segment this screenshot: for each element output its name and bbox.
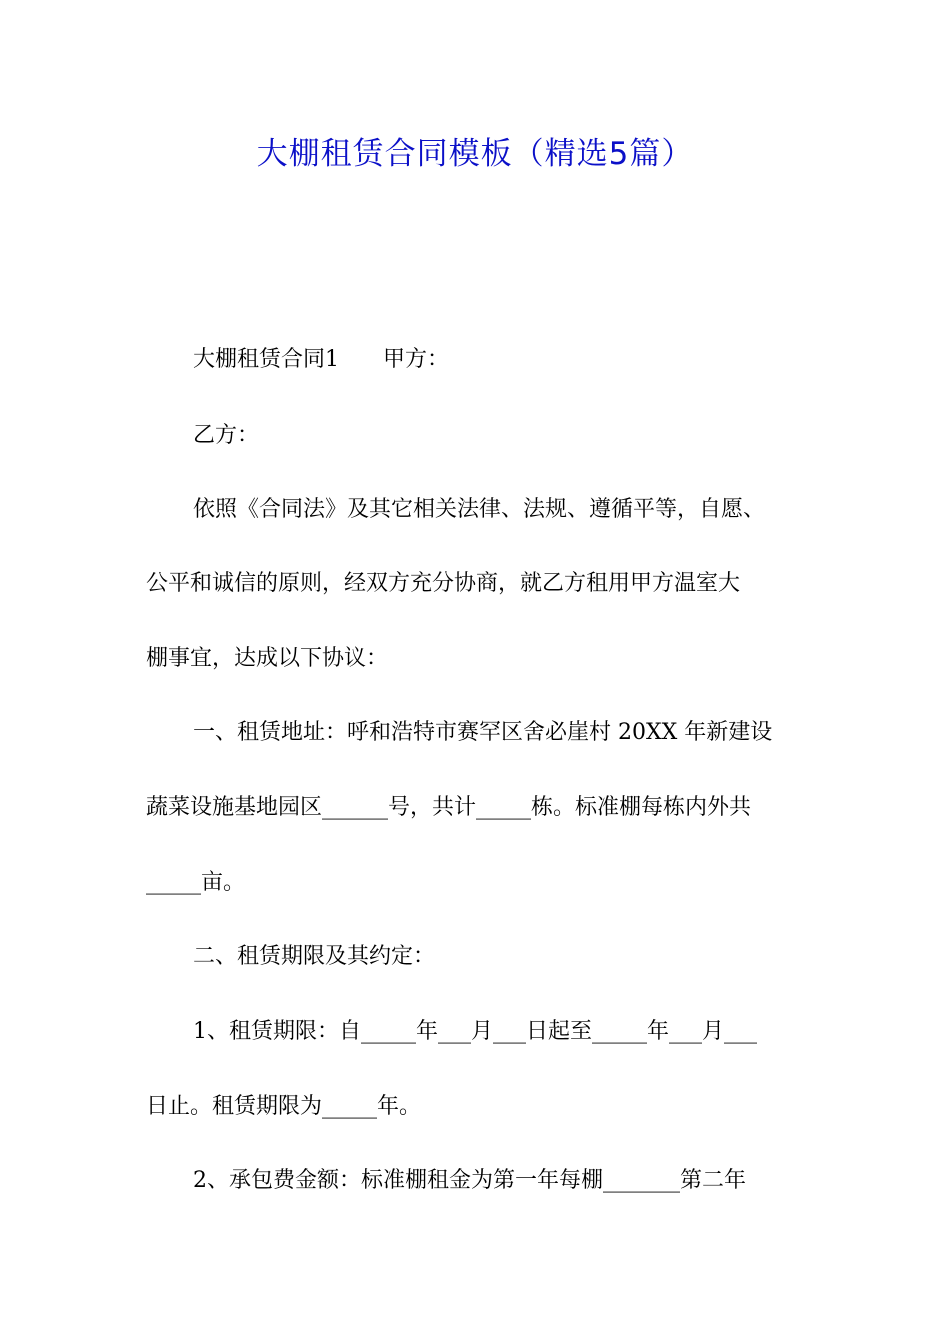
rent-amount-line: 2、承包费金额：标准棚租金为第一年每棚_______第二年 — [193, 1168, 746, 1193]
paragraph-line: 日止。租赁期限为_____年。 — [146, 1094, 422, 1119]
document-title: 大棚租赁合同模板（精选5篇） — [256, 136, 694, 172]
clause-two-line: 二、租赁期限及其约定： — [193, 944, 436, 969]
party-b-line: 乙方： — [193, 423, 260, 448]
lease-term-line: 1、租赁期限：自_____年___月___日起至_____年___月___ — [193, 1019, 757, 1044]
paragraph-line: 公平和诚信的原则，经双方充分协商，就乙方租用甲方温室大 — [146, 571, 741, 596]
paragraph-line: 蔬菜设施基地园区______号，共计_____栋。标准棚每栋内外共 — [146, 795, 752, 820]
paragraph-line: _____亩。 — [146, 870, 246, 895]
contract-heading-line: 大棚租赁合同1 甲方： — [193, 347, 449, 372]
paragraph-line: 依照《合同法》及其它相关法律、法规、遵循平等，自愿、 — [193, 497, 766, 522]
clause-one-line: 一、租赁地址：呼和浩特市赛罕区舍必崖村 20XX 年新建设 — [193, 720, 773, 745]
paragraph-line: 棚事宜，达成以下协议： — [146, 646, 389, 671]
